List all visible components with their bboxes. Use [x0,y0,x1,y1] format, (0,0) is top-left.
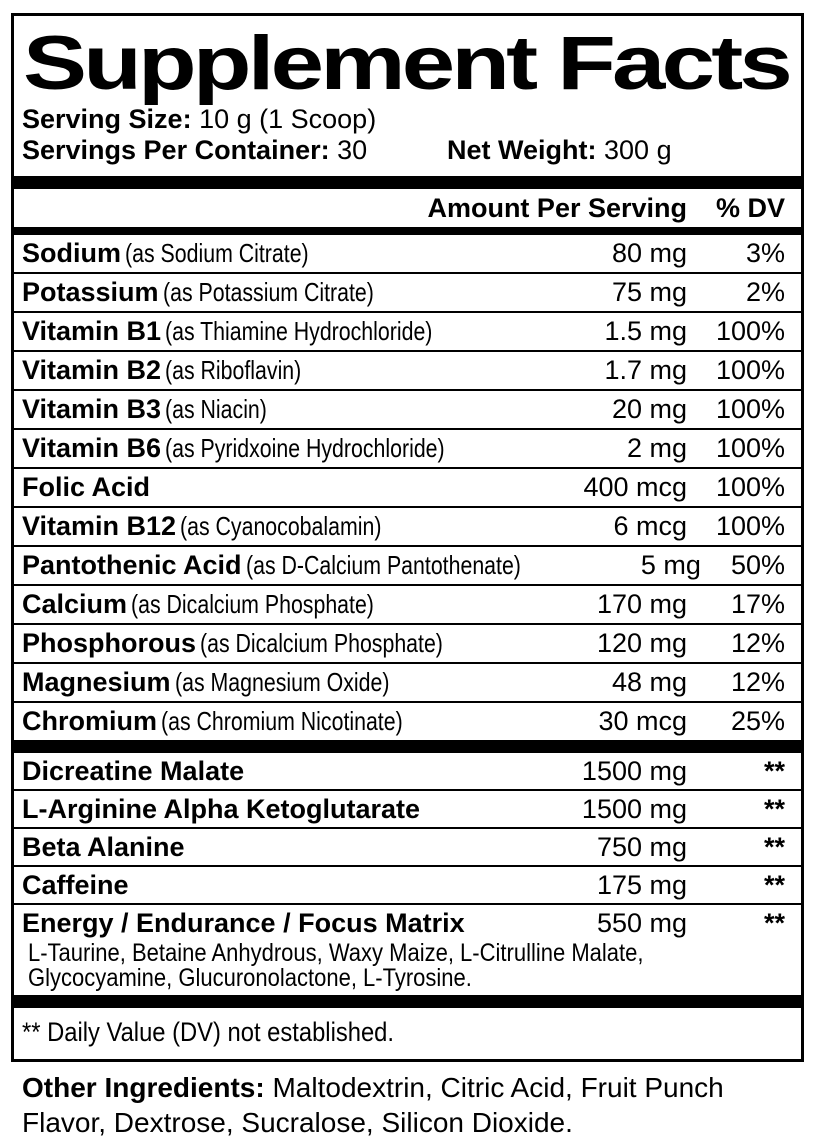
daily-value: ** [763,755,785,786]
header-underline-bar [14,227,801,235]
other-ingredients [22,1070,770,1140]
blend-rows-section [14,753,801,995]
daily-value: 12% [730,628,785,658]
serving-size-label: Serving Size: [22,104,192,134]
amount-value: 80 mg [611,238,687,268]
table-row [14,753,801,789]
table-row-main [14,352,801,389]
ingredient-name-bold: Energy / Endurance / Focus Matrix [22,907,465,938]
ingredient-source-detail: (as Thiamine Hydrochloride) [165,316,433,346]
amount-value: 1.7 mg [604,355,687,385]
ingredient-source-detail: (as Dicalcium Phosphate) [131,589,374,619]
section-divider-bar [14,740,801,753]
sub-ingredients-text: Glycocyamine, Glucuronolactone, L-Tyrosine. [28,964,472,992]
table-header-row [14,189,801,227]
ingredient-name-bold: Magnesium [22,667,171,697]
dv-footnote-text: ** Daily Value (DV) not established. [22,1016,394,1047]
daily-value: 3% [745,238,785,268]
table-row-main [14,791,801,827]
daily-value: ** [763,869,785,900]
daily-value: 25% [730,706,785,736]
amount-value: 20 mg [611,394,687,424]
ingredient-name [22,433,547,464]
net-weight [447,135,672,166]
ingredient-name-bold: Phosphorous [22,628,196,658]
table-row-main [14,313,801,350]
table-row [14,701,801,740]
net-weight-value: 300 g [604,135,672,165]
daily-value: ** [763,907,785,938]
ingredient-name [22,794,547,825]
daily-value: 100% [715,433,785,463]
amount-value: 170 mg [596,589,687,619]
amount-value: 750 mg [596,831,687,862]
ingredient-source-detail: (as Pyridxoine Hydrochloride) [165,433,445,463]
table-row-main [14,829,801,865]
ingredient-name-bold: Calcium [22,589,128,619]
table-row [14,865,801,903]
amount-value: 175 mg [596,869,687,900]
ingredient-name-bold: Vitamin B12 [22,511,177,541]
ingredient-name-bold: Vitamin B2 [22,355,162,385]
table-row-main [14,625,801,662]
amount-value: 120 mg [596,628,687,658]
ingredient-name [22,756,547,787]
ingredient-source-detail: (as Chromium Nicotinate) [161,706,403,736]
ingredient-source-detail: (as Sodium Citrate) [125,238,309,268]
ingredient-name [22,667,547,698]
ingredient-name-bold: Caffeine [22,869,129,900]
daily-value: 100% [715,394,785,424]
ingredient-name [22,316,547,347]
table-row [14,467,801,506]
serving-size-line [22,104,801,135]
ingredient-source-detail: (as Niacin) [165,394,267,424]
other-ingredients-value: Maltodextrin, Citric Acid, Fruit Punch Flavor, Dextrose, Sucralose, Silicon Dioxide. [22,1072,724,1138]
amount-value: 75 mg [611,277,687,307]
ingredient-name [22,589,547,620]
table-row [14,623,801,662]
ingredient-source-detail: (as D-Calcium Pantothenate) [245,550,521,580]
table-row [14,235,801,272]
ingredient-name-bold: Beta Alanine [22,831,185,862]
ingredient-name-bold: Pantothenic Acid [22,550,242,580]
amount-value: 1500 mg [581,755,687,786]
daily-value: 100% [715,511,785,541]
ingredient-name-bold: Vitamin B3 [22,394,162,424]
ingredient-name [22,550,581,581]
table-row-main [14,867,801,903]
table-row [14,428,801,467]
sub-ingredients-line [14,941,801,966]
table-row-main [14,664,801,701]
ingredient-name-bold: L-Arginine Alpha Ketoglutarate [22,793,421,824]
daily-value: 2% [745,277,785,307]
ingredient-name [22,394,547,425]
amount-value: 5 mg [640,550,701,580]
table-row [14,272,801,311]
ingredient-name [22,511,547,542]
ingredient-name-bold: Vitamin B1 [22,316,162,346]
ingredient-name [22,355,547,386]
amount-value: 400 mcg [583,472,687,502]
servings-per-container-label: Servings Per Container: [22,135,330,165]
table-row-main [14,753,801,789]
daily-value: ** [763,793,785,824]
amount-value: 1.5 mg [604,316,687,346]
daily-value: 100% [715,472,785,502]
table-row [14,389,801,428]
table-row-main [14,586,801,623]
table-row-main [14,547,801,584]
table-row [14,545,801,584]
percent-dv-header: % DV [715,192,785,223]
daily-value: ** [763,831,785,862]
table-row-main [14,235,801,272]
serving-size-value: 10 g (1 Scoop) [199,104,377,134]
ingredient-name [22,628,547,659]
ingredient-name-bold: Folic Acid [22,472,151,502]
ingredient-source-detail: (as Dicalcium Phosphate) [200,628,443,658]
table-row [14,789,801,827]
table-row-main [14,703,801,740]
ingredient-name [22,238,547,269]
nutrient-rows-section [14,235,801,740]
supplement-facts-panel [11,13,804,1062]
table-row [14,827,801,865]
table-row-main [14,508,801,545]
table-row [14,662,801,701]
table-row-main [14,391,801,428]
table-row [14,903,801,995]
ingredient-name [22,908,547,939]
table-row [14,506,801,545]
ingredient-name [22,706,547,737]
ingredient-source-detail: (as Riboflavin) [165,355,302,385]
ingredient-name [22,870,547,901]
table-row [14,311,801,350]
daily-value: 12% [730,667,785,697]
amount-per-serving-header: Amount Per Serving [427,192,687,223]
amount-value: 2 mg [626,433,687,463]
amount-value: 30 mcg [598,706,687,736]
amount-value: 48 mg [611,667,687,697]
ingredient-name [22,832,547,863]
amount-value: 1500 mg [581,793,687,824]
table-row-main [14,469,801,506]
ingredient-source-detail: (as Cyanocobalamin) [180,511,382,541]
panel-title [23,21,801,106]
other-ingredients-label: Other Ingredients: [22,1072,265,1103]
net-weight-label: Net Weight: [447,135,597,165]
table-row-main [14,430,801,467]
ingredient-source-detail: (as Potassium Citrate) [162,277,374,307]
panel-title-text: Supplement Facts [23,21,789,106]
ingredient-source-detail: (as Magnesium Oxide) [174,667,389,697]
servings-net-weight-line [22,135,801,166]
table-row-main [14,274,801,311]
header-divider-bar [14,176,801,189]
ingredient-name-bold: Dicreatine Malate [22,755,245,786]
dv-footnote [14,1008,801,1056]
servings-per-container-value: 30 [337,135,368,165]
ingredient-name-bold: Potassium [22,277,159,307]
daily-value: 100% [715,316,785,346]
ingredient-name-bold: Chromium [22,706,157,736]
table-row-main [14,905,801,941]
footnote-divider-bar [14,995,801,1008]
ingredient-name-bold: Vitamin B6 [22,433,162,463]
amount-value: 6 mcg [613,511,687,541]
amount-value: 550 mg [596,907,687,938]
daily-value: 50% [730,550,785,580]
ingredient-name-bold: Sodium [22,238,121,268]
daily-value: 100% [715,355,785,385]
table-row [14,584,801,623]
daily-value: 17% [730,589,785,619]
sub-ingredients-text: L-Taurine, Betaine Anhydrous, Waxy Maize, L-Citrulline Malate, [28,939,644,967]
ingredient-name [22,472,547,503]
sub-ingredients-line [14,966,801,991]
ingredient-name [22,277,547,308]
table-row [14,350,801,389]
servings-per-container [22,135,367,165]
